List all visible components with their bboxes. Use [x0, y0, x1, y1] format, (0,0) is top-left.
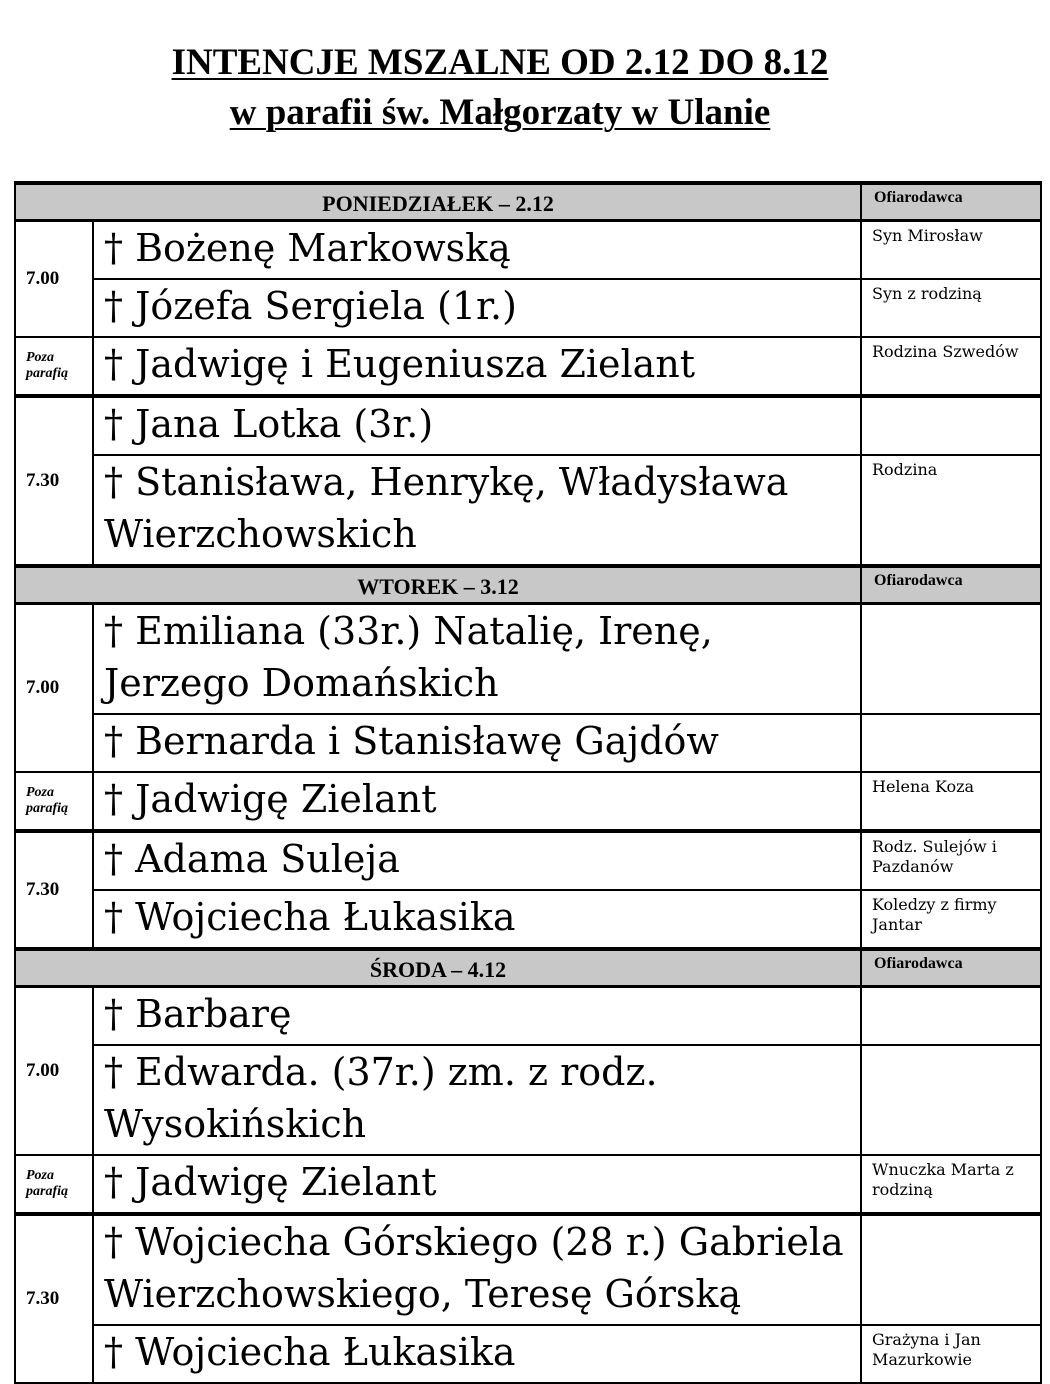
mass-time-outside-parish: Poza parafią — [15, 1155, 93, 1214]
mass-time-outside-parish: Poza parafią — [15, 772, 93, 831]
intention-text: † Wojciecha Łukasika — [93, 890, 861, 949]
intention-row — [15, 1325, 1041, 1383]
intention-text: † Stanisława, Henrykę, Władysława Wierzchowskich — [93, 455, 861, 566]
mass-time-outside-parish: Poza parafią — [15, 337, 93, 396]
donor-column-header: Ofiarodawca — [861, 566, 1041, 604]
mass-time: 7.30 — [15, 1214, 93, 1383]
donor-name: Rodzina Szwedów — [861, 337, 1041, 396]
mass-time: 7.30 — [15, 396, 93, 566]
mass-time: 7.00 — [15, 987, 93, 1156]
donor-name: Syn z rodziną — [861, 279, 1041, 337]
day-header-wednesday — [15, 949, 1041, 987]
mass-time: 7.00 — [15, 604, 93, 773]
intention-text: † Bernarda i Stanisławę Gajdów — [93, 714, 861, 772]
intention-row — [15, 455, 1041, 566]
intention-row — [15, 1045, 1041, 1155]
intention-text: † Józefa Sergiela (1r.) — [93, 279, 861, 337]
intention-row — [15, 890, 1041, 949]
intention-row — [15, 831, 1041, 890]
intention-text: † Jana Lotka (3r.) — [93, 396, 861, 455]
intention-row — [15, 1214, 1041, 1325]
intention-row — [15, 604, 1041, 715]
donor-name: Syn Mirosław — [861, 221, 1041, 280]
intention-row — [15, 221, 1041, 280]
donor-name — [861, 1045, 1041, 1155]
intention-text: † Jadwigę Zielant — [93, 772, 861, 831]
intention-text: † Adama Suleja — [93, 831, 861, 890]
donor-name — [861, 987, 1041, 1046]
intention-text: † Jadwigę i Eugeniusza Zielant — [93, 337, 861, 396]
page-title: INTENCJE MSZALNE OD 2.12 DO 8.12 — [171, 42, 829, 83]
intention-text: † Bożenę Markowską — [93, 221, 861, 280]
donor-name: Rodz. Sulejów i Pazdanów — [861, 831, 1041, 890]
day-name: WTOREK – 3.12 — [15, 566, 861, 604]
day-header-monday — [15, 183, 1041, 221]
page-subtitle: w parafii św. Małgorzaty w Ulanie — [229, 92, 771, 133]
intention-text: † Emiliana (33r.) Natalię, Irenę, Jerzego Domańskich — [93, 604, 861, 715]
intention-row — [15, 279, 1041, 337]
intention-row — [15, 987, 1041, 1046]
donor-name — [861, 604, 1041, 715]
donor-name — [861, 714, 1041, 772]
intention-row — [15, 714, 1041, 772]
donor-column-header: Ofiarodawca — [861, 949, 1041, 987]
donor-name — [861, 1214, 1041, 1325]
donor-name: Grażyna i Jan Mazurkowie — [861, 1325, 1041, 1383]
intention-text: † Wojciecha Górskiego (28 r.) Gabriela Wierzchowskiego, Teresę Górską — [93, 1214, 861, 1325]
donor-name: Helena Koza — [861, 772, 1041, 831]
donor-column-header: Ofiarodawca — [861, 183, 1041, 221]
mass-time: 7.30 — [15, 831, 93, 949]
intention-row — [15, 396, 1041, 455]
mass-intentions-table — [14, 181, 1042, 1384]
donor-name: Wnuczka Marta z rodziną — [861, 1155, 1041, 1214]
intention-row — [15, 772, 1041, 831]
intention-row — [15, 337, 1041, 396]
intention-text: † Jadwigę Zielant — [93, 1155, 861, 1214]
donor-name: Koledzy z firmy Jantar — [861, 890, 1041, 949]
intention-text: † Barbarę — [93, 987, 861, 1046]
intention-row — [15, 1155, 1041, 1214]
donor-name: Rodzina — [861, 455, 1041, 566]
intention-text: † Edwarda. (37r.) zm. z rodz. Wysokińskich — [93, 1045, 861, 1155]
day-name: ŚRODA – 4.12 — [15, 949, 861, 987]
intention-text: † Wojciecha Łukasika — [93, 1325, 861, 1383]
donor-name — [861, 396, 1041, 455]
day-name: PONIEDZIAŁEK – 2.12 — [15, 183, 861, 221]
mass-time: 7.00 — [15, 221, 93, 338]
day-header-tuesday — [15, 566, 1041, 604]
